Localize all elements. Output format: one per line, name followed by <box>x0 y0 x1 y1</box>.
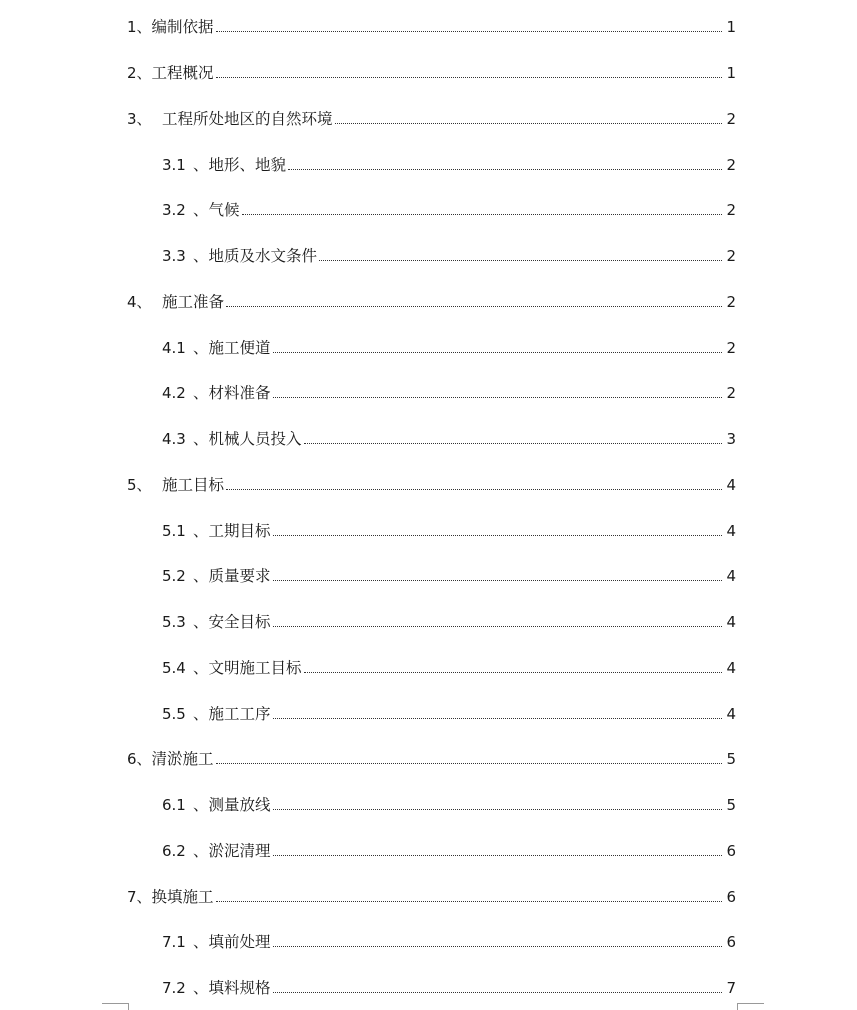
toc-number: 5.5 <box>162 705 186 723</box>
toc-title: 、填料规格 <box>193 979 271 997</box>
toc-entry-4[interactable] <box>127 291 736 313</box>
toc-page-number: 4 <box>726 476 736 494</box>
dot-leader <box>335 123 722 124</box>
toc-number: 6.2 <box>162 842 186 860</box>
toc-number: 3、 <box>127 110 152 128</box>
toc-number: 5.4 <box>162 659 186 677</box>
toc-page-number: 4 <box>726 522 736 540</box>
toc-entry-7-2[interactable] <box>162 977 736 999</box>
toc-number: 4、 <box>127 293 152 311</box>
toc-title: 、气候 <box>193 201 240 219</box>
toc-number: 3.3 <box>162 247 186 265</box>
toc-page-number: 2 <box>726 384 736 402</box>
dot-leader <box>226 306 722 307</box>
toc-number: 4.2 <box>162 384 186 402</box>
toc-title: 、质量要求 <box>193 567 271 585</box>
toc-page-number: 5 <box>726 750 736 768</box>
toc-entry-5-3[interactable] <box>162 611 736 633</box>
toc-page-number: 5 <box>726 796 736 814</box>
toc-entry-5-2[interactable] <box>162 565 736 587</box>
toc-number: 7.2 <box>162 979 186 997</box>
dot-leader <box>226 489 722 490</box>
toc-page-number: 6 <box>726 842 736 860</box>
dot-leader <box>216 901 722 902</box>
toc-title: 编制依据 <box>151 18 214 36</box>
toc-page-number: 4 <box>726 613 736 631</box>
dot-leader <box>273 809 722 810</box>
toc-entry-1[interactable] <box>127 16 736 38</box>
toc-title: 、文明施工目标 <box>193 659 302 677</box>
toc-title: 施工准备 <box>162 293 225 311</box>
toc-title: 换填施工 <box>151 888 214 906</box>
toc-entry-4-2[interactable] <box>162 382 736 404</box>
toc-entry-3-3[interactable] <box>162 245 736 267</box>
toc-number: 4.1 <box>162 339 186 357</box>
toc-number: 5.3 <box>162 613 186 631</box>
dot-leader <box>288 169 722 170</box>
toc-entry-6[interactable] <box>127 748 736 770</box>
toc-title: 、材料准备 <box>193 384 271 402</box>
toc-page-number: 4 <box>726 567 736 585</box>
dot-leader <box>216 31 722 32</box>
toc-page-number: 2 <box>726 156 736 174</box>
toc-number: 6.1 <box>162 796 186 814</box>
toc-entry-5-5[interactable] <box>162 703 736 725</box>
toc-number: 5.1 <box>162 522 186 540</box>
toc-number: 1、 <box>127 18 152 36</box>
toc-entry-4-1[interactable] <box>162 337 736 359</box>
dot-leader <box>304 672 722 673</box>
toc-title: 、施工工序 <box>193 705 271 723</box>
toc-number: 7、 <box>127 888 152 906</box>
toc-page-number: 2 <box>726 201 736 219</box>
toc-entry-3-1[interactable] <box>162 154 736 176</box>
toc-entry-3-2[interactable] <box>162 199 736 221</box>
toc-title: 、工期目标 <box>193 522 271 540</box>
toc-entry-3[interactable] <box>127 108 736 130</box>
dot-leader <box>273 626 722 627</box>
toc-title: 工程概况 <box>151 64 214 82</box>
toc-entry-4-3[interactable] <box>162 428 736 450</box>
toc-page-number: 1 <box>726 64 736 82</box>
toc-entry-7[interactable] <box>127 886 736 908</box>
toc-title: 、淤泥清理 <box>193 842 271 860</box>
toc-title: 工程所处地区的自然环境 <box>162 110 333 128</box>
dot-leader <box>273 992 722 993</box>
toc-page-number: 2 <box>726 339 736 357</box>
toc-title: 清淤施工 <box>151 750 214 768</box>
toc-title: 、安全目标 <box>193 613 271 631</box>
toc-number: 3.2 <box>162 201 186 219</box>
toc-number: 2、 <box>127 64 152 82</box>
toc-page-number: 6 <box>726 933 736 951</box>
toc-entry-6-1[interactable] <box>162 794 736 816</box>
dot-leader <box>242 214 722 215</box>
toc-page-number: 2 <box>726 110 736 128</box>
toc-number: 4.3 <box>162 430 186 448</box>
toc-entry-5-1[interactable] <box>162 520 736 542</box>
toc-title: 、测量放线 <box>193 796 271 814</box>
dot-leader <box>304 443 722 444</box>
dot-leader <box>273 397 722 398</box>
toc-entry-7-1[interactable] <box>162 931 736 953</box>
toc-title: 、机械人员投入 <box>193 430 302 448</box>
toc-page-number: 4 <box>726 705 736 723</box>
toc-page-number: 1 <box>726 18 736 36</box>
toc-page-number: 6 <box>726 888 736 906</box>
dot-leader <box>273 946 722 947</box>
toc-number: 7.1 <box>162 933 186 951</box>
toc-entry-5[interactable] <box>127 474 736 496</box>
dot-leader <box>216 77 722 78</box>
toc-page-number: 4 <box>726 659 736 677</box>
toc-entry-6-2[interactable] <box>162 840 736 862</box>
toc-title: 、地形、地貌 <box>193 156 287 174</box>
dot-leader <box>216 763 722 764</box>
dot-leader <box>273 352 722 353</box>
toc-page-number: 7 <box>726 979 736 997</box>
toc-page-number: 2 <box>726 247 736 265</box>
dot-leader <box>273 855 722 856</box>
dot-leader <box>273 718 722 719</box>
toc-number: 5、 <box>127 476 152 494</box>
toc-number: 5.2 <box>162 567 186 585</box>
toc-title: 施工目标 <box>162 476 225 494</box>
toc-title: 、地质及水文条件 <box>193 247 318 265</box>
toc-title: 、施工便道 <box>193 339 271 357</box>
toc-number: 6、 <box>127 750 152 768</box>
toc-entry-2[interactable] <box>127 62 736 84</box>
dot-leader <box>273 580 722 581</box>
toc-title: 、填前处理 <box>193 933 271 951</box>
toc-page-number: 3 <box>726 430 736 448</box>
toc-number: 3.1 <box>162 156 186 174</box>
dot-leader <box>273 535 722 536</box>
dot-leader <box>319 260 722 261</box>
toc-page-number: 2 <box>726 293 736 311</box>
toc-entry-5-4[interactable] <box>162 657 736 679</box>
